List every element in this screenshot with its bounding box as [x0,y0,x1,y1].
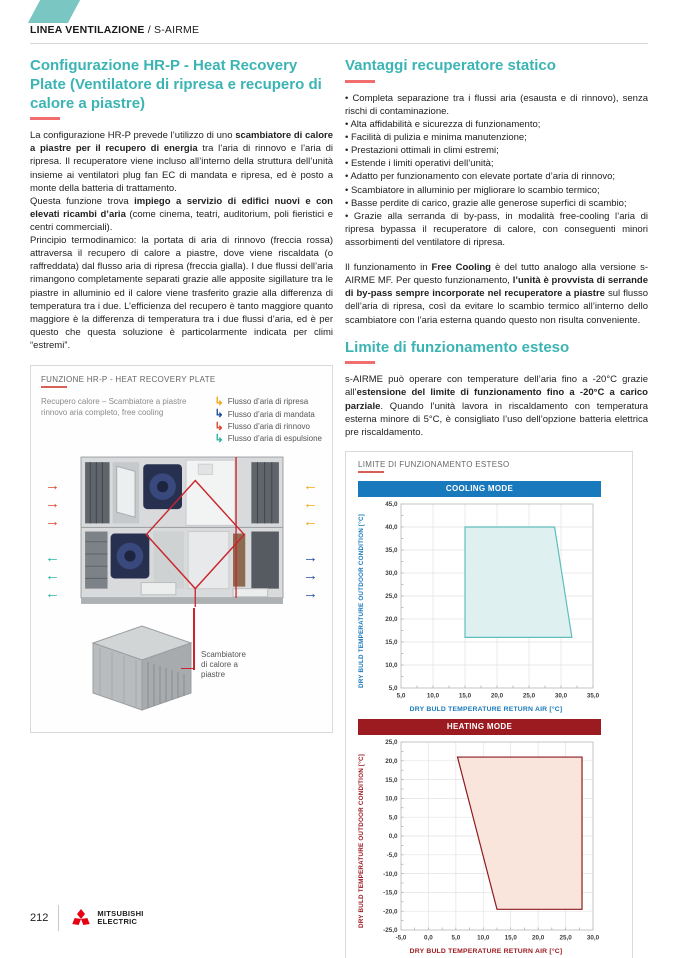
mandata-arrow-icon: → [303,584,318,602]
text-segment: s-AIRME può operare con temperature dell’aria fino a -20°C grazie all’ [345,374,648,399]
cube-callout-elbow [181,668,194,670]
text-segment: (come cinema, teatri, auditorium, poli fieristici e centri commerciali). [30,208,333,234]
cube-label [201,650,246,681]
cooling-mode-header: COOLING MODE [358,481,601,497]
text-segment: Il funzionamento in [345,262,432,274]
svg-text:20,0: 20,0 [385,616,398,624]
vantaggi-bullet: • Facilità di pulizia e minima manutenzione; [345,131,648,144]
svg-text:10,0: 10,0 [426,692,440,700]
coil-section [233,533,245,586]
legend-label: Flusso d’aria di mandata [227,409,315,419]
cube-label-line: piastre [201,670,226,680]
heating-x-axis-label: DRY BULD TEMPERATURE RETURN AIR [°C] [409,947,563,955]
text-segment: . Quando l’unità lavora in riscaldamento con temperatura esterna minore di 5°C, è consigliato l’uso dell’opzione batteria elettrica pre riscaldamento. [345,400,648,438]
legend-item-rinnovo [215,421,323,433]
text-segment-bold: Free Cooling [431,262,491,274]
heating-mode-plot [371,735,601,947]
espulsione-arrow-icon: ← [45,548,60,566]
cube-callout-line [193,608,195,670]
svg-text:30,0: 30,0 [554,692,568,700]
mandata-arrow-icon: → [303,566,318,584]
svg-text:20,0: 20,0 [532,934,545,942]
figure-subtitle-line1: Recupero calore – Scambiatore a piastre [41,397,187,407]
svg-text:-20,0: -20,0 [383,908,398,916]
svg-text:-5,0: -5,0 [386,851,398,859]
ripresa-arrow-icon: ← [303,494,318,512]
header-line-title: LINEA VENTILAZIONE [30,24,145,36]
left-column [30,57,333,733]
espulsione-arrow-icon: ← [45,566,60,584]
svg-text:-5,0: -5,0 [395,934,407,942]
legend-item-espulsione [215,433,323,445]
text-segment: Questa funzione trova [30,195,135,207]
free-cooling-paragraph [345,261,648,327]
exchanger-cube-row [41,612,322,724]
airflow-legend [215,396,323,446]
text-segment-bold: estensione del limite di funzionamento fino a -20°C a carico parziale [345,387,648,412]
ahu-unit-illustration [80,454,284,607]
rinnovo-arrow-icon: → [45,494,60,512]
page-footer [30,905,144,931]
brand-line1: MITSUBISHI [97,909,144,919]
limite-underline [345,361,375,364]
mandata-arrow-icon: → [303,548,318,566]
chart-box-label: LIMITE DI FUNZIONAMENTO ESTESO [358,459,510,469]
flow-arrow-icon: ↳ [214,408,224,421]
ahu-illustration-canvas [41,454,322,612]
vantaggi-bullet: • Scambiatore in alluminio per migliorare lo scambio termico; [345,184,648,197]
svg-text:10,0: 10,0 [477,934,490,942]
hr-p-title: Configurazione HR-P - Heat Recovery Plate (Ventilatore di ripresa e recupero di calore a piastre) [30,57,322,112]
legend-label: Flusso d’aria di ripresa [227,397,309,407]
operating-limits-chart-box [345,451,633,958]
svg-text:5,0: 5,0 [451,934,461,942]
footer-divider [58,905,59,931]
chart-box-label-underline [358,471,384,473]
legend-label: Flusso d’aria di rinnovo [227,421,310,431]
page-header [30,24,648,44]
vantaggi-bullet: • Basse perdite di carico, grazie alle generose superfici di scambio; [345,197,648,210]
limite-paragraph [345,373,648,439]
hr-p-paragraph-3: Principio termodinamico: la portata di aria di rinnovo (freccia rossa) attraversa il recupero di calore a piastre, dove viene riscaldata (o raffreddata) dal flusso aria di ripresa (freccia gialla). I due flussi dell’aria rimangono completamente separati grazie alle apposite sigillature tra le piastre in alluminio ed il calore viene trasferito grazie alla differenza di temperatura tra i due. L’efficienza del recupero è tanto maggiore quanto maggiore è la differenza di temperatura tra i due flussi d’aria, ed è per questo che questa soluzione è particolarmente indicata per climi “estremi”. [30,235,333,351]
cooling-x-axis-label: DRY BULD TEMPERATURE RETURN AIR [°C] [409,705,563,713]
title-underline [30,117,60,120]
figure-title: FUNZIONE HR-P - HEAT RECOVERY PLATE [41,375,216,385]
svg-text:10,0: 10,0 [385,795,398,803]
text-segment-bold: l’unità è provvista di serrande di by-pass sempre incorporate nel recuperatore a piastre [345,275,648,300]
cooling-mode-plot [371,497,601,705]
legend-label: Flusso d’aria di espulsione [227,434,322,444]
heating-mode-chart [358,719,601,955]
cooling-y-axis-label: DRY BULD TEMPERATURE OUTDOOR CONDITION [°C] [358,513,365,688]
vantaggi-title: Vantaggi recuperatore statico [345,57,556,74]
svg-text:45,0: 45,0 [385,501,398,509]
text-segment-bold: scambiatore di calore a piastre per il recupero di energia [30,130,334,155]
svg-text:15,0: 15,0 [385,776,398,784]
svg-text:15,0: 15,0 [458,692,472,700]
vantaggi-bullet: • Completa separazione tra i flussi aria (esausta e di rinnovo), senza rischi di contaminazione. [345,92,648,118]
cube-label-line: di calore a [201,660,238,670]
text-segment: è del tutto analogo alla versione s-AIRME MF. Per questo funzionamento, [345,262,649,287]
heating-mode-header: HEATING MODE [358,719,601,735]
svg-text:15,0: 15,0 [385,639,398,647]
svg-text:40,0: 40,0 [385,524,398,532]
right-column [345,57,648,958]
svg-text:35,0: 35,0 [385,547,398,555]
hr-p-function-figure [30,365,333,733]
text-segment-bold: impiego a servizio di edifici nuovi e con elevati ricambi d’aria [30,195,333,220]
legend-item-mandata [215,409,323,421]
rinnovo-arrow-icon: → [45,476,60,494]
figure-head [41,396,322,446]
svg-text:5,0: 5,0 [396,692,406,700]
svg-text:0,0: 0,0 [424,934,433,942]
page-number: 212 [30,912,49,924]
cooling-mode-chart [358,481,601,713]
mitsubishi-electric-logo [69,906,143,930]
svg-text:5,0: 5,0 [388,685,398,693]
heating-y-axis-label: DRY BULD TEMPERATURE OUTDOOR CONDITION [°C] [358,753,365,928]
flow-arrow-icon: ↳ [214,432,224,445]
figure-subtitle [41,396,186,446]
cube-label-line: Scambiatore [201,649,246,659]
limite-title: Limite di funzionamento esteso [345,338,570,356]
vantaggi-bullet: • Prestazioni ottimali in climi estremi; [345,144,648,157]
svg-text:0,0: 0,0 [388,833,398,841]
svg-text:20,0: 20,0 [385,757,398,765]
hr-p-paragraph-1 [30,129,333,195]
hr-p-paragraph-2 [30,195,333,234]
svg-text:20,0: 20,0 [490,692,504,700]
svg-text:10,0: 10,0 [385,662,398,670]
svg-text:-15,0: -15,0 [383,889,398,897]
teal-slash-decoration [28,0,80,23]
svg-text:25,0: 25,0 [385,739,398,747]
svg-text:30,0: 30,0 [586,934,600,942]
text-segment: sul flusso dell’aria di ripresa, così da evitare lo scambio termico all’interno dello scambiatore con l’aria esterna quando questo non risulta conveniente. [345,288,648,326]
vantaggi-bullet: • Estende i limiti operativi dell’unità; [345,157,648,170]
svg-text:30,0: 30,0 [385,570,398,578]
legend-item-ripresa [215,396,323,408]
rinnovo-arrow-icon: → [45,512,60,530]
vantaggi-bullet: • Alta affidabilità e sicurezza di funzionamento; [345,118,648,131]
vantaggi-bullet: • Adatto per funzionamento con elevate portate d’aria di rinnovo; [345,170,648,183]
svg-text:25,0: 25,0 [385,593,398,601]
mitsubishi-diamonds-icon [69,906,93,930]
header-line-model: / S-AIRME [144,24,200,36]
figure-subtitle-line2: rinnovo aria completo, free cooling [41,408,164,418]
svg-text:5,0: 5,0 [388,814,398,822]
brand-text [97,910,143,926]
svg-text:25,0: 25,0 [522,692,536,700]
svg-text:25,0: 25,0 [559,934,572,942]
ripresa-arrow-icon: ← [303,476,318,494]
svg-text:-25,0: -25,0 [383,927,398,935]
flow-arrow-icon: ↳ [214,395,224,408]
svg-text:15,0: 15,0 [504,934,517,942]
figure-title-underline [41,386,67,388]
svg-text:35,0: 35,0 [586,692,600,700]
text-segment: tra l’aria di rinnovo e l’aria di ripresa. Il recuperatore viene incluso all’interno della struttura dell’unità insieme ai ventilatori plug fan EC di mandata e ripresa, ed è posto a monte della batteria di trattamento. [30,143,333,194]
vantaggi-underline [345,80,375,83]
svg-text:-10,0: -10,0 [383,870,398,878]
brand-line2: ELECTRIC [97,917,138,926]
espulsione-arrow-icon: ← [45,584,60,602]
vantaggi-bullet: • Grazie alla serranda di by-pass, in modalità free-cooling l’aria di ripresa bypassa il recuperatore di calore, con conseguenti minori assorbimenti del ventilatore di ripresa. [345,210,648,249]
ripresa-arrow-icon: ← [303,512,318,530]
vantaggi-list [345,92,648,249]
text-segment: La configurazione HR-P prevede l’utilizzo di uno [30,130,236,142]
flow-arrow-icon: ↳ [214,420,224,433]
filter-section [85,462,109,523]
